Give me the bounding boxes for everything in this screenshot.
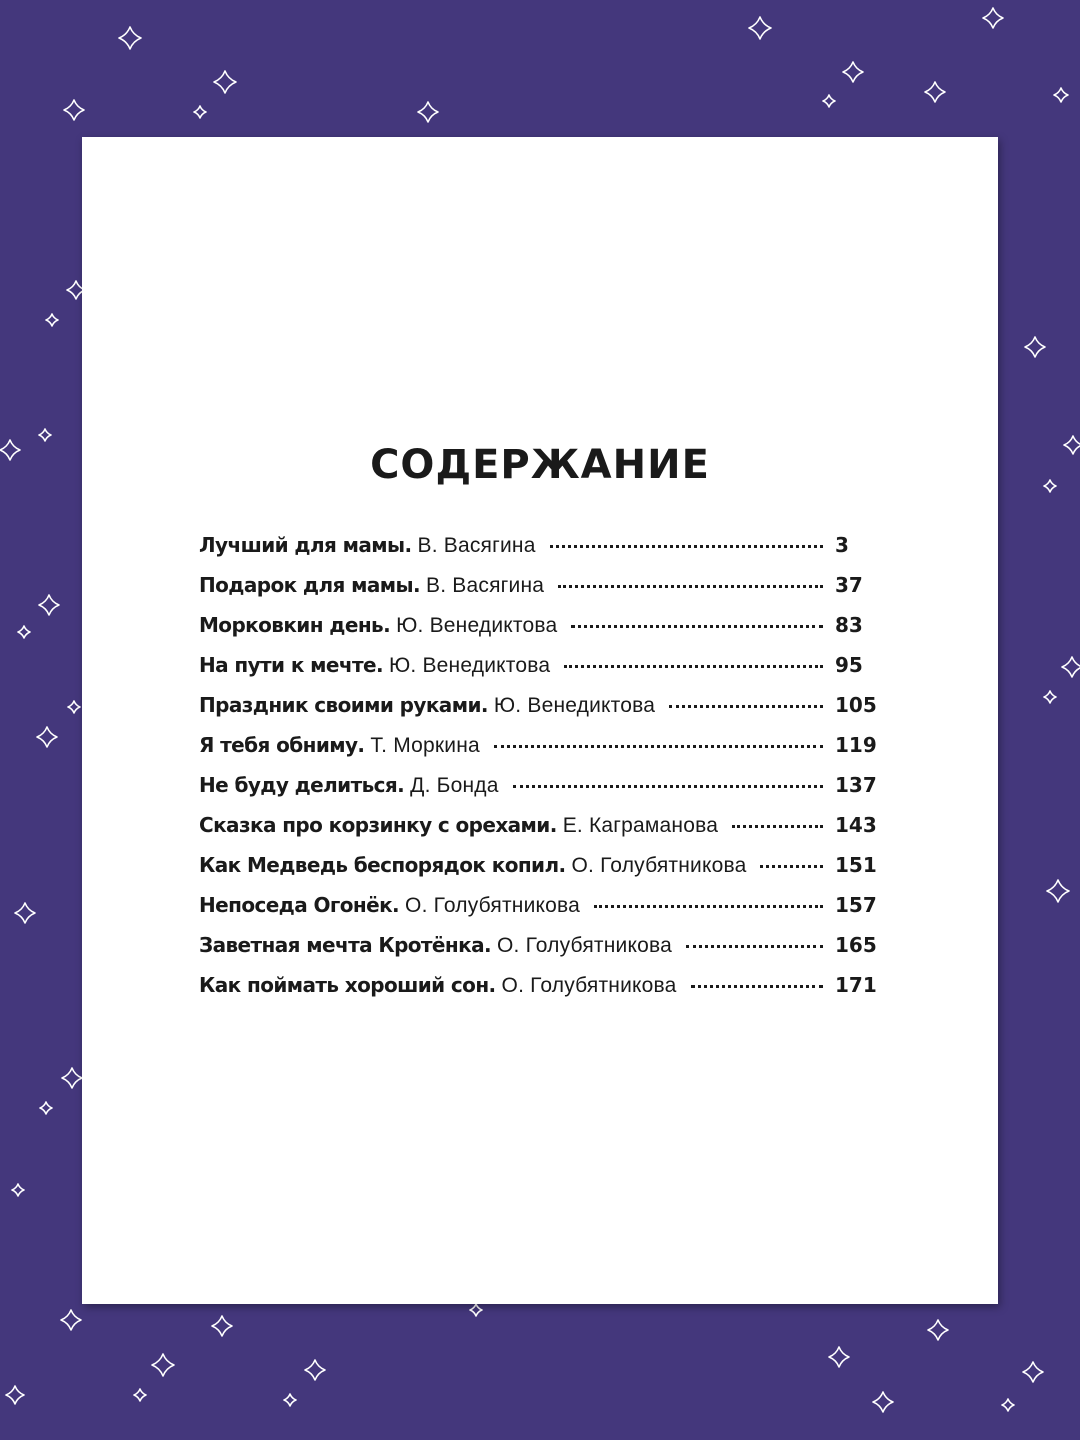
sparkle-star-icon [18, 626, 30, 638]
story-author: Т. Моркина [370, 734, 480, 757]
sparkle-star-icon [40, 1102, 52, 1114]
story-title: Заветная мечта Кротёнка. [199, 933, 491, 957]
page-number: 37 [835, 573, 863, 597]
story-author: Е. Каграманова [562, 814, 719, 837]
page-number: 143 [835, 813, 877, 837]
page-number: 119 [835, 733, 877, 757]
page-number: 157 [835, 893, 877, 917]
story-author: Ю. Венедиктова [388, 654, 551, 677]
toc-entry[interactable] [199, 813, 879, 853]
page-number: 83 [835, 613, 863, 637]
story-title: Подарок для мамы. [199, 573, 421, 597]
story-title: На пути к мечте. [199, 653, 383, 677]
sparkle-star-icon [983, 8, 1003, 28]
sparkle-star-icon [6, 1386, 24, 1404]
story-title: Сказка про корзинку с орехами. [199, 813, 557, 837]
sparkle-star-icon [418, 102, 438, 122]
page-number: 95 [835, 653, 863, 677]
sparkle-star-icon [39, 595, 59, 615]
sparkle-star-icon [1047, 880, 1069, 902]
page-number: 105 [835, 693, 877, 717]
sparkle-star-icon [1044, 480, 1056, 492]
sparkle-star-icon [134, 1389, 146, 1401]
page-number: 151 [835, 853, 877, 877]
dot-leader [564, 665, 823, 668]
sparkle-star-icon [15, 903, 35, 923]
sparkle-star-icon [64, 100, 84, 120]
dot-leader [686, 945, 823, 948]
sparkle-star-icon [1054, 88, 1068, 102]
story-title: Праздник своими руками. [199, 693, 488, 717]
sparkle-star-icon [68, 701, 80, 713]
story-author: Ю. Венедиктова [493, 694, 656, 717]
page-number: 137 [835, 773, 877, 797]
sparkle-star-icon [1062, 657, 1080, 677]
contents-page [82, 137, 998, 1304]
sparkle-star-icon [1002, 1399, 1014, 1411]
dot-leader [494, 745, 823, 748]
story-author: Ю. Венедиктова [396, 614, 558, 637]
toc-entry[interactable] [199, 613, 879, 653]
sparkle-star-icon [0, 440, 20, 460]
sparkle-star-icon [1025, 337, 1045, 357]
story-author: Д. Бонда [410, 774, 499, 797]
toc-entry[interactable] [199, 973, 879, 1013]
story-title: Не буду делиться. [199, 773, 405, 797]
sparkle-star-icon [12, 1184, 24, 1196]
sparkle-star-icon [843, 62, 863, 82]
sparkle-star-icon [39, 429, 51, 441]
page-number: 3 [835, 533, 849, 557]
sparkle-star-icon [214, 71, 236, 93]
toc-entry[interactable] [199, 733, 879, 773]
sparkle-star-icon [62, 1068, 82, 1088]
toc-entry[interactable] [199, 893, 879, 933]
toc-entry[interactable] [199, 773, 879, 813]
story-author: О. Голубятникова [496, 934, 672, 957]
sparkle-star-icon [305, 1360, 325, 1380]
sparkle-star-icon [925, 82, 945, 102]
toc-entry[interactable] [199, 533, 879, 573]
toc-entry[interactable] [199, 853, 879, 893]
table-of-contents [199, 533, 879, 1013]
dot-leader [558, 585, 823, 588]
sparkle-star-icon [928, 1320, 948, 1340]
sparkle-star-icon [212, 1316, 232, 1336]
dot-leader [571, 625, 823, 628]
sparkle-star-icon [470, 1304, 482, 1316]
page-title: СОДЕРЖАНИЕ [370, 442, 710, 488]
sparkle-star-icon [1023, 1362, 1043, 1382]
story-author: О. Голубятникова [405, 894, 581, 917]
dot-leader [669, 705, 823, 708]
story-author: В. Васягина [417, 534, 536, 557]
story-title: Как Медведь беспорядок копил. [199, 853, 566, 877]
story-author: В. Васягина [426, 574, 545, 597]
sparkle-star-icon [829, 1347, 849, 1367]
dot-leader [550, 545, 823, 548]
sparkle-star-icon [823, 95, 835, 107]
toc-entry[interactable] [199, 693, 879, 733]
sparkle-star-icon [749, 17, 771, 39]
toc-entry[interactable] [199, 573, 879, 613]
sparkle-star-icon [1064, 436, 1080, 454]
sparkle-star-icon [284, 1394, 296, 1406]
sparkle-star-icon [1044, 691, 1056, 703]
sparkle-star-icon [61, 1310, 81, 1330]
sparkle-star-icon [194, 106, 206, 118]
story-title: Непоседа Огонёк. [199, 893, 400, 917]
sparkle-star-icon [119, 27, 141, 49]
story-title: Я тебя обниму. [199, 733, 365, 757]
story-author: О. Голубятникова [501, 974, 677, 997]
dot-leader [760, 865, 823, 868]
dot-leader [691, 985, 823, 988]
toc-entry[interactable] [199, 933, 879, 973]
sparkle-star-icon [37, 727, 57, 747]
sparkle-star-icon [873, 1392, 893, 1412]
story-title: Морковкин день. [199, 613, 391, 637]
sparkle-star-icon [152, 1354, 174, 1376]
story-author: О. Голубятникова [571, 854, 747, 877]
toc-entry[interactable] [199, 653, 879, 693]
dot-leader [594, 905, 823, 908]
page-number: 171 [835, 973, 877, 997]
story-title: Как поймать хороший сон. [199, 973, 496, 997]
story-title: Лучший для мамы. [199, 533, 412, 557]
dot-leader [732, 825, 823, 828]
sparkle-star-icon [46, 314, 58, 326]
dot-leader [513, 785, 823, 788]
page-number: 165 [835, 933, 877, 957]
